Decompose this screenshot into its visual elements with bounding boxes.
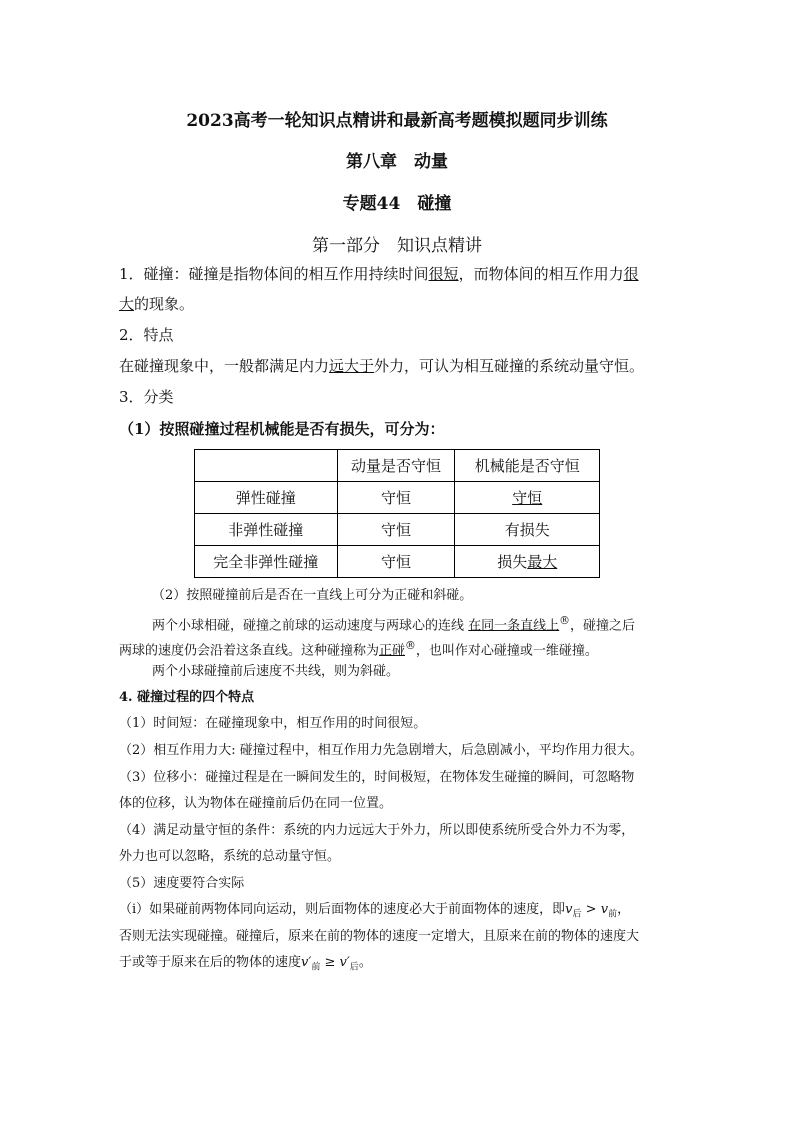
collision-table	[194, 449, 600, 578]
table-header	[195, 450, 338, 482]
underline-text: 很	[623, 265, 639, 283]
table-cell	[455, 546, 600, 578]
text: ，也叫作对心碰撞或一维碰撞。	[415, 643, 598, 659]
underline-text: 远大于	[329, 357, 375, 375]
mark: ®	[559, 614, 570, 627]
table-row	[195, 482, 600, 514]
table-cell: 守恒	[337, 546, 455, 578]
table-cell: 守恒	[337, 482, 455, 514]
section-4-line: 体的位移，认为物体在碰撞前后仍在同一位置。	[119, 796, 393, 811]
section-4-line: 否则无法实现碰撞。碰撞后，原来在前的物体的速度一定增大，且原来在前的物体的速度大	[119, 929, 640, 944]
underline-text: 最大	[527, 553, 558, 571]
section-4-line: （4）满足动量守恒的条件：系统的内力远远大于外力，所以即使系统所受合外力不为零，	[119, 823, 635, 838]
part-title: 第一部分 知识点精讲	[312, 236, 482, 256]
subscript: 后	[572, 909, 582, 920]
paragraph-line	[119, 635, 679, 662]
table-cell: 有损失	[455, 514, 600, 546]
text: 两球的速度仍会沿着这条直线。这种碰撞称为	[119, 643, 380, 659]
underline-text: 在同一条直线上	[468, 618, 560, 634]
velocity-symbol: v	[565, 902, 573, 917]
operator: >	[581, 902, 601, 917]
table-cell: 守恒	[337, 514, 455, 546]
velocity-symbol: v	[600, 902, 609, 917]
text: 损失	[497, 553, 528, 571]
table-header: 机械能是否守恒	[455, 450, 600, 482]
paragraph-line: 两个小球碰撞前后速度不共线，则为斜碰。	[152, 664, 400, 679]
text: 的现象。	[134, 295, 195, 313]
text: （i）如果碰前两物体同向运动，则后面物体的速度必大于前面物体的速度，即	[119, 902, 566, 917]
velocity-symbol: v′	[339, 955, 350, 970]
text: ，碰撞之后	[570, 618, 636, 634]
table-header-row	[195, 450, 600, 482]
section-4-line: 外力也可以忽略，系统的总动量守恒。	[119, 849, 341, 864]
section-4-line: （5）速度要符合实际	[119, 876, 245, 891]
section-4-heading: 4. 碰撞过程的四个特点	[119, 690, 255, 705]
table-cell: 弹性碰撞	[195, 482, 338, 514]
section-4-line	[119, 899, 679, 926]
table-row	[195, 514, 600, 546]
table-header: 动量是否守恒	[337, 450, 455, 482]
text: 在碰撞现象中，一般都满足内力	[119, 357, 330, 375]
section-4-line: （3）位移小：碰撞过程是在一瞬间发生的，时间极短，在物体发生碰撞的瞬间，可忽略物	[119, 770, 635, 785]
paragraph-line	[152, 610, 712, 637]
table-cell: 完全非弹性碰撞	[195, 546, 338, 578]
underline-text: 大	[119, 295, 135, 313]
topic-title: 专题44 碰撞	[342, 194, 452, 214]
section-3-sub-2: （2）按照碰撞前后是否在一直线上可分为正碰和斜碰。	[152, 588, 473, 603]
text: ，而物体间的相互作用力	[458, 265, 624, 283]
subscript: 前	[608, 909, 618, 920]
section-3-heading: 3．分类	[119, 388, 174, 406]
section-2-line	[119, 355, 679, 377]
section-1-line-1	[119, 263, 679, 285]
section-4-line: （1）时间短：在碰撞现象中，相互作用的时间很短。	[119, 716, 427, 731]
text: 1．碰撞：碰撞是指物体间的相互作用持续时间	[119, 265, 429, 283]
section-4-line: （2）相互作用力大: 碰撞过程中，相互作用力先急剧增大，后急剧减小，平均作用力很大。	[119, 743, 643, 758]
underline-text: 很短	[428, 265, 459, 283]
underline-text: 守恒	[512, 489, 543, 507]
subscript: 前	[311, 962, 321, 973]
subscript: 后	[349, 962, 359, 973]
table-cell: 非弹性碰撞	[195, 514, 338, 546]
text: 两个小球相碰，碰撞之前球的运动速度与两球心的连线	[152, 618, 465, 634]
velocity-symbol: v′	[301, 955, 312, 970]
chapter-title: 第八章 动量	[346, 152, 448, 172]
operator: ≥	[320, 955, 340, 970]
table-row	[195, 546, 600, 578]
underline-text: 正碰	[379, 643, 406, 659]
section-3-sub-1: （1）按照碰撞过程机械能是否有损失，可分为：	[119, 420, 445, 438]
mark: ®	[405, 639, 416, 652]
document-title: 2023高考一轮知识点精讲和最新高考题模拟题同步训练	[186, 111, 608, 131]
section-1-line-2	[119, 293, 679, 315]
text: 于或等于原来在后的物体的速度	[119, 955, 302, 970]
section-2-heading: 2．特点	[119, 326, 174, 344]
text: 。	[358, 955, 372, 970]
text: ，	[617, 902, 631, 917]
section-4-line	[119, 952, 679, 979]
table-cell	[455, 482, 600, 514]
text: 外力，可认为相互碰撞的系统动量守恒。	[374, 357, 645, 375]
